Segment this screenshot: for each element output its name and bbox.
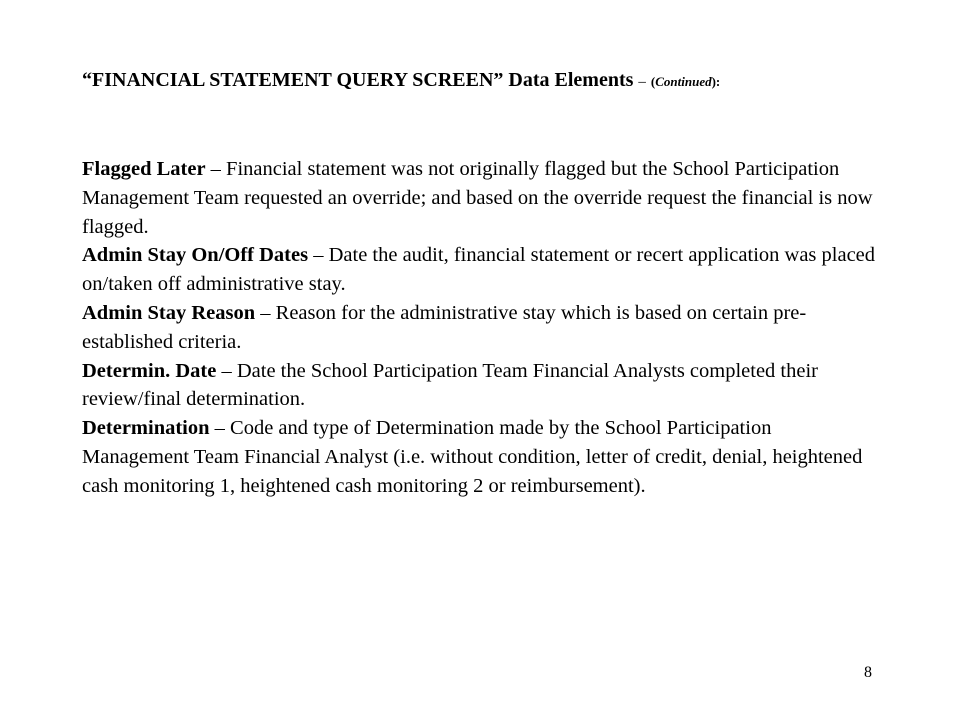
page-heading — [82, 66, 902, 96]
definition-text: – Code and type of Determination made by the School Participation Management Team Financial Analyst (i.e. without condition, letter of credit, denial, heightened cash monitoring 1, heightened cash monitoring 2 or reimbursement). — [82, 417, 863, 497]
heading-continued: (Continued): — [650, 74, 721, 89]
heading-separator: – — [638, 74, 646, 90]
page-number: 8 — [864, 664, 872, 681]
definitions-list — [82, 155, 882, 501]
definition-entry-admin-stay-dates — [82, 241, 882, 299]
definition-text: – Financial statement was not originally flagged but the School Participation Management Team requested an override; and based on the override request the financial is now flagged. — [82, 158, 873, 238]
definition-text: – Reason for the administrative stay which is based on certain pre-established criteria. — [82, 301, 807, 353]
definition-entry-determination — [82, 414, 882, 500]
definition-term: Flagged Later — [82, 158, 206, 180]
heading-subtitle: Data Elements — [508, 69, 634, 91]
definition-entry-admin-stay-reason — [82, 299, 882, 357]
heading-title: “FINANCIAL STATEMENT QUERY SCREEN” — [82, 69, 504, 91]
definition-text: – Date the audit, financial statement or recert application was placed on/taken off administrative stay. — [82, 244, 876, 296]
definition-term: Admin Stay On/Off Dates — [82, 244, 309, 267]
definition-entry-flagged-later — [82, 155, 882, 241]
definition-term: Determination — [82, 417, 210, 440]
definition-term: Determin. Date — [82, 359, 217, 382]
definition-term: Admin Stay Reason — [82, 301, 256, 324]
definition-text: – Date the School Participation Team Financial Analysts completed their review/final determination. — [82, 359, 819, 411]
definition-entry-determin-date — [82, 357, 882, 415]
